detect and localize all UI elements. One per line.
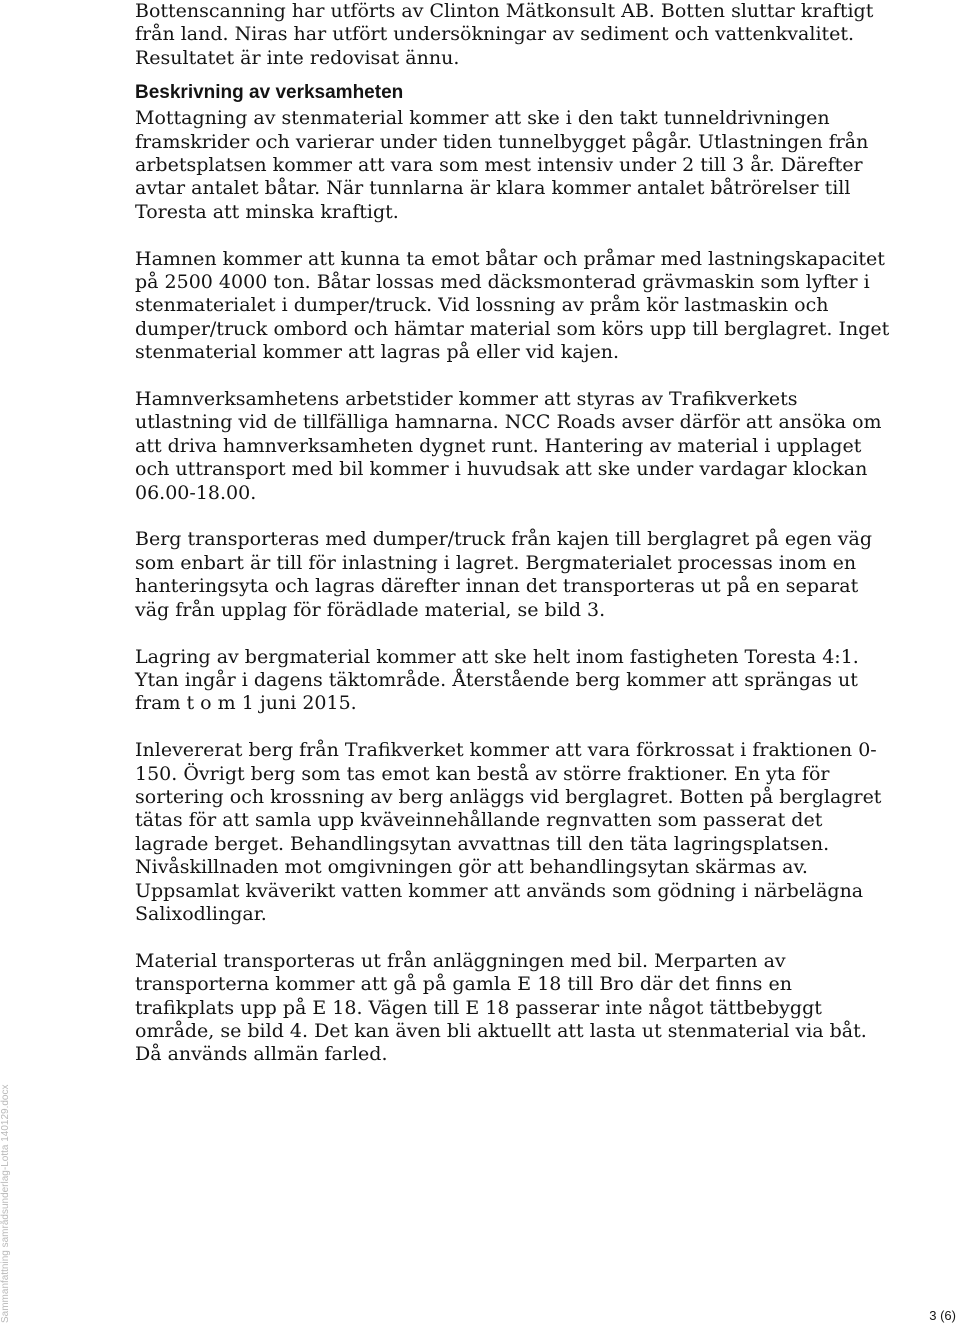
body-paragraph-7: Material transporteras ut från anläggningen med bil. Merparten av transporterna kommer att gå på gamla E 18 till Bro där det finns en trafikplats upp på E 18. Vägen till E 18 passerar inte något tättbebyggt område, se bild 4. Det kan även bli aktuellt att lasta ut stenmaterial via båt. Då används allmän farled. bbox=[135, 949, 867, 1066]
body-paragraph-4: Berg transporteras med dumper/truck från kajen till berglagret på egen väg som enbart är till för inlastning i lagret. Bergmaterialet processas inom en hanteringsyta och lagras därefter innan det transporteras ut på en separat väg från upplag för förädlade material, se bild 3. bbox=[135, 528, 872, 621]
section-heading: Beskrivning av verksamheten bbox=[135, 82, 404, 104]
body-paragraph-6: Inlevererat berg från Trafikverket kommer att vara förkrossat i fraktionen 0-150. Övrigt berg som tas emot kan bestå av större fraktioner. En yta för sortering och krossning av berg anläggs vid berglagret. Botten på berglagret tätas för att samla upp kväveinnehållande regnvatten som passerat det lagrade berget. Behandlingsytan avvattnas till den täta lagringsplatsen. Nivåskillnaden mot omgivningen gör att behandlingsytan skärmas av. Uppsamlat kväverikt vatten kommer att används som gödning i närbelägna Salixodlingar. bbox=[135, 739, 882, 925]
document-body bbox=[135, 0, 895, 1090]
intro-paragraph: Bottenscanning har utförts av Clinton Mätkonsult AB. Botten sluttar kraftigt från land. Niras har utfört undersökningar av sediment och vattenkvalitet. Resultatet är inte redovisat ännu. bbox=[135, 0, 874, 69]
body-paragraph-5: Lagring av bergmaterial kommer att ske helt inom fastigheten Toresta 4:1. Ytan ingår i dagens täktområde. Återstående berg kommer att sprängas ut fram t o m 1 juni 2015. bbox=[135, 645, 859, 715]
body-paragraph-1: Mottagning av stenmaterial kommer att ske i den takt tunneldrivningen framskrider och varierar under tiden tunnelbygget pågår. Utlastningen från arbetsplatsen kommer att vara som mest intensiv under 2 till 3 år. Därefter avtar antalet båtar. När tunnlarna är klara kommer antalet båtrörelser till Toresta att minska kraftigt. bbox=[135, 107, 869, 223]
body-paragraph-3: Hamnverksamhetens arbetstider kommer att styras av Trafikverkets utlastning vid de tillfälliga hamnarna. NCC Roads avser därför att ansöka om att driva hamnverksamheten dygnet runt. Hantering av material i upplaget och uttransport med bil kommer i huvudsak att ske under vardagar klockan 06.00-18.00. bbox=[135, 388, 882, 504]
page-number: 3 (6) bbox=[929, 1308, 956, 1323]
side-filename-label: Sammanfattning samrådsunderlag-Lotta 140129.docx bbox=[0, 1084, 11, 1323]
body-paragraph-2: Hamnen kommer att kunna ta emot båtar och pråmar med lastningskapacitet på 2500 4000 ton. Båtar lossas med däcksmonterad grävmaskin som lyfter i stenmaterialet i dumper/truck. Vid lossning av pråm kör lastmaskin och dumper/truck ombord och hämtar material som körs upp till berglagret. Inget stenmaterial kommer att lagras på eller vid kajen. bbox=[135, 247, 890, 364]
